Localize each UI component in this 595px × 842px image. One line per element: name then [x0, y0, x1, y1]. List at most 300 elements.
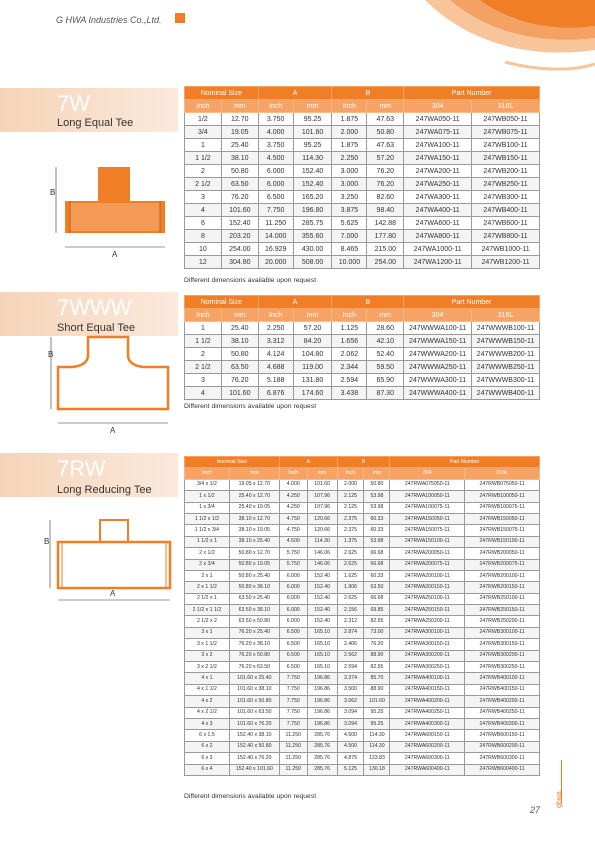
- sub-header-row: Inch mm Inch mm Inch mm 304 316L: [185, 309, 540, 322]
- table-cell: 4 x 1 1/2: [185, 684, 230, 695]
- table-cell: 2.594: [332, 374, 367, 387]
- table-cell: 82.60: [367, 191, 404, 204]
- header-a: A: [258, 296, 332, 309]
- table-cell: 430.00: [293, 243, 332, 256]
- table-row: [185, 335, 540, 348]
- table-cell: 82.55: [364, 616, 390, 627]
- table-cell: 247RWB150100-11: [465, 536, 540, 547]
- table-cell: 247WB1200-11: [472, 256, 540, 269]
- table-cell: 247RWA200150-11: [390, 582, 465, 593]
- table-cell: 196.86: [307, 707, 337, 718]
- table-row: [185, 536, 540, 547]
- table-row: [185, 113, 540, 126]
- table-cell: 76.20: [221, 191, 258, 204]
- table-cell: 6.000: [279, 616, 307, 627]
- table-cell: 6 x 2: [185, 741, 230, 752]
- table-cell: 2 1/2 x 2: [185, 616, 230, 627]
- section-name: Short Equal Tee: [57, 322, 136, 334]
- table-row: [185, 548, 540, 559]
- table-cell: 4.500: [337, 730, 364, 741]
- table-cell: 2.125: [337, 491, 364, 502]
- table-cell: 247WB400-11: [472, 204, 540, 217]
- table-cell: 2.312: [337, 616, 364, 627]
- short-equal-tee-diagram: [48, 335, 178, 435]
- table-cell: 247WB100-11: [472, 139, 540, 152]
- table-cell: 2.000: [337, 479, 364, 490]
- table-cell: 53.98: [364, 502, 390, 513]
- table-row: [185, 152, 540, 165]
- table-cell: 38.10: [221, 152, 258, 165]
- table-cell: 508.00: [293, 256, 332, 269]
- table-cell: 285.75: [293, 217, 332, 230]
- table-cell: 247WA075-11: [404, 126, 472, 139]
- header-b: B: [332, 296, 404, 309]
- section-name: Long Equal Tee: [57, 117, 134, 129]
- table-cell: 247WWWA100-11: [404, 322, 472, 335]
- long-equal-tee-diagram: [50, 165, 180, 265]
- table-cell: 4: [185, 204, 222, 217]
- table-cell: 203.20: [221, 230, 258, 243]
- table-cell: 5.625: [332, 217, 367, 230]
- table-cell: 69.85: [364, 605, 390, 616]
- table-cell: 146.06: [307, 559, 337, 570]
- table-cell: 50.80: [367, 126, 404, 139]
- header-a: A: [279, 457, 337, 468]
- table-cell: 120.66: [307, 513, 337, 524]
- table-row: [185, 178, 540, 191]
- table-cell: 6.000: [258, 178, 293, 191]
- table-cell: 3.094: [337, 707, 364, 718]
- table-cell: 247RWB200050-11: [465, 548, 540, 559]
- table-cell: 3 x 1 1/2: [185, 639, 230, 650]
- table-cell: 6.000: [279, 593, 307, 604]
- decorative-swirl-logo: [405, 0, 595, 80]
- table-cell: 2: [185, 165, 222, 178]
- table-cell: 2 x 1 1/2: [185, 582, 230, 593]
- table-row: [185, 730, 540, 741]
- table-cell: 196.80: [293, 204, 332, 217]
- table-cell: 88.90: [364, 684, 390, 695]
- table-cell: 247WA100-11: [404, 139, 472, 152]
- table-cell: 285.76: [307, 741, 337, 752]
- table-cell: 11.250: [258, 217, 293, 230]
- table-cell: 247RWB100050-11: [465, 491, 540, 502]
- sub-header-row: Inch mm Inch mm Inch mm 304 316L: [185, 468, 540, 479]
- table-cell: 247RWB400150-11: [465, 684, 540, 695]
- table-cell: 63.50: [221, 361, 258, 374]
- table-cell: 38.10 x 12.70: [229, 513, 279, 524]
- table-cell: 152.40 x 50.80: [229, 741, 279, 752]
- table-cell: 52.40: [367, 348, 404, 361]
- table-cell: 53.98: [364, 536, 390, 547]
- table-cell: 1.625: [337, 570, 364, 581]
- table-row: [185, 513, 540, 524]
- table-cell: 50.80 x 12.70: [229, 548, 279, 559]
- footer-brand: ghwa: [556, 791, 563, 808]
- table-cell: 247WWWA400-11: [404, 387, 472, 400]
- table-cell: 88.90: [364, 650, 390, 661]
- dim-b-label: B: [48, 350, 54, 359]
- table-cell: 247RWA200075-11: [390, 559, 465, 570]
- table-cell: 63.50: [364, 582, 390, 593]
- table-row: [185, 230, 540, 243]
- table-cell: 247RWB600300-11: [465, 753, 540, 764]
- table-cell: 152.40: [307, 570, 337, 581]
- table-cell: 4.250: [279, 491, 307, 502]
- table-row: [185, 322, 540, 335]
- table-cell: 59.50: [367, 361, 404, 374]
- table-cell: 107.96: [307, 491, 337, 502]
- table-cell: 11.250: [279, 730, 307, 741]
- table-cell: 247RWA250100-11: [390, 593, 465, 604]
- table-row: [185, 243, 540, 256]
- table-cell: 152.40 x 101.60: [229, 764, 279, 775]
- table-cell: 3.062: [337, 696, 364, 707]
- table-cell: 247WWWA300-11: [404, 374, 472, 387]
- table-cell: 2.375: [337, 525, 364, 536]
- table-cell: 247RWA075050-11: [390, 479, 465, 490]
- company-square-icon: [175, 13, 185, 23]
- table-cell: 3: [185, 374, 222, 387]
- table-cell: 76.20 x 63.50: [229, 662, 279, 673]
- table-cell: 3.250: [332, 191, 367, 204]
- header-nominal-size: Nominal Size: [185, 457, 280, 468]
- table-cell: 2.156: [337, 605, 364, 616]
- table-row: [185, 165, 540, 178]
- table-cell: 7.750: [279, 718, 307, 729]
- table-cell: 119.00: [293, 361, 332, 374]
- table-cell: 3.000: [332, 165, 367, 178]
- table-cell: 63.50: [221, 178, 258, 191]
- table-cell: 165.10: [307, 662, 337, 673]
- table-row: [185, 764, 540, 775]
- table-cell: 247RWA150100-11: [390, 536, 465, 547]
- table-cell: 247WWWA200-11: [404, 348, 472, 361]
- table-cell: 304.80: [221, 256, 258, 269]
- table-cell: 42.10: [367, 335, 404, 348]
- table-cell: 7.750: [279, 673, 307, 684]
- header-nominal-size: Nominal Size: [185, 87, 259, 100]
- table-row: [185, 582, 540, 593]
- table-cell: 152.40 x 38.10: [229, 730, 279, 741]
- table-cell: 3.750: [258, 139, 293, 152]
- section-code: 7WWW: [57, 295, 132, 320]
- table-cell: 1.906: [337, 582, 364, 593]
- table-cell: 85.70: [364, 673, 390, 684]
- table-cell: 38.10: [221, 335, 258, 348]
- table-cell: 2: [185, 348, 222, 361]
- table-cell: 2 x 1: [185, 570, 230, 581]
- table-cell: 1/2: [185, 113, 222, 126]
- table-cell: 101.60 x 38.10: [229, 684, 279, 695]
- table-cell: 104.80: [293, 348, 332, 361]
- table-cell: 1.656: [332, 335, 367, 348]
- table-cell: 4.750: [279, 525, 307, 536]
- table-cell: 247WWWB400-11: [472, 387, 540, 400]
- table-cell: 247RWB400100-11: [465, 673, 540, 684]
- table-cell: 247WA800-11: [404, 230, 472, 243]
- table-cell: 3 x 2: [185, 650, 230, 661]
- table-row: [185, 525, 540, 536]
- table-cell: 1.875: [332, 139, 367, 152]
- table-cell: 1 1/2 x 1: [185, 536, 230, 547]
- table-row: [185, 191, 540, 204]
- table-row: [185, 348, 540, 361]
- table-cell: 6.500: [279, 662, 307, 673]
- table-cell: 11.250: [279, 764, 307, 775]
- table-cell: 247RWB150050-11: [465, 513, 540, 524]
- table-cell: 6.000: [279, 570, 307, 581]
- table-cell: 47.63: [367, 113, 404, 126]
- dim-a-label: A: [110, 589, 116, 598]
- table-cell: 7.750: [279, 707, 307, 718]
- header-b: B: [332, 87, 404, 100]
- table-cell: 50.80 x 19.05: [229, 559, 279, 570]
- table-cell: 101.60 x 76.20: [229, 718, 279, 729]
- table-cell: 247RWB250150-11: [465, 605, 540, 616]
- table-cell: 247WWWB100-11: [472, 322, 540, 335]
- sub-header-row: Inch mm Inch mm Inch mm 304 316L: [185, 100, 540, 113]
- table-cell: 247RWB400300-11: [465, 718, 540, 729]
- table-cell: 76.20: [364, 639, 390, 650]
- table-cell: 6.000: [258, 165, 293, 178]
- table-cell: 247RWA600300-11: [390, 753, 465, 764]
- table-cell: 247RWA200050-11: [390, 548, 465, 559]
- table-row: [185, 256, 540, 269]
- table-row: [185, 559, 540, 570]
- table-row: [185, 126, 540, 139]
- table-cell: 5.750: [279, 559, 307, 570]
- table-cell: 2 1/2 x 1 1/2: [185, 605, 230, 616]
- table-cell: 247RWA400250-11: [390, 707, 465, 718]
- table-cell: 247RWB300100-11: [465, 627, 540, 638]
- table-cell: 247RWB200100-11: [465, 570, 540, 581]
- table-cell: 2.062: [332, 348, 367, 361]
- table-cell: 215.00: [367, 243, 404, 256]
- table-cell: 76.20 x 25.40: [229, 627, 279, 638]
- table-cell: 247RWA600150-11: [390, 730, 465, 741]
- header-a: A: [258, 87, 332, 100]
- table-cell: 1.375: [337, 536, 364, 547]
- note-text: Different dimensions available upon request: [184, 277, 317, 284]
- table-cell: 6.500: [279, 627, 307, 638]
- table-row: [185, 502, 540, 513]
- table-cell: 2.000: [332, 126, 367, 139]
- table-cell: 66.68: [364, 548, 390, 559]
- table-cell: 247RWA400150-11: [390, 684, 465, 695]
- table-cell: 247RWA150075-11: [390, 525, 465, 536]
- table-cell: 247RWA250200-11: [390, 616, 465, 627]
- table-cell: 247RWB075050-11: [465, 479, 540, 490]
- table-cell: 146.06: [307, 548, 337, 559]
- table-cell: 2.874: [337, 627, 364, 638]
- table-cell: 247RWB400250-11: [465, 707, 540, 718]
- table-cell: 165.20: [293, 191, 332, 204]
- table-row: [185, 684, 540, 695]
- table-cell: 25.40: [221, 139, 258, 152]
- table-cell: 7.750: [279, 696, 307, 707]
- table-cell: 10.000: [332, 256, 367, 269]
- table-cell: 53.98: [364, 491, 390, 502]
- table-cell: 247RWB200075-11: [465, 559, 540, 570]
- table-cell: 152.40: [307, 593, 337, 604]
- table-row: [185, 217, 540, 230]
- table-cell: 2.125: [337, 502, 364, 513]
- table-cell: 247WB200-11: [472, 165, 540, 178]
- table-row: [185, 605, 540, 616]
- table-cell: 95.25: [364, 718, 390, 729]
- table-7w: [184, 86, 540, 269]
- table-cell: 1 1/2: [185, 152, 222, 165]
- table-cell: 6.876: [258, 387, 293, 400]
- long-reducing-tee-diagram: [44, 518, 184, 608]
- table-cell: 247RWB300150-11: [465, 639, 540, 650]
- table-cell: 247RWA300100-11: [390, 627, 465, 638]
- table-cell: 2.625: [337, 548, 364, 559]
- table-cell: 60.33: [364, 570, 390, 581]
- table-cell: 3/4 x 1/2: [185, 479, 230, 490]
- table-cell: 4 x 1: [185, 673, 230, 684]
- table-cell: 247RWA400200-11: [390, 696, 465, 707]
- table-cell: 152.40: [293, 178, 332, 191]
- table-cell: 247WB300-11: [472, 191, 540, 204]
- table-cell: 247WA600-11: [404, 217, 472, 230]
- table-cell: 1: [185, 322, 222, 335]
- table-cell: 196.86: [307, 696, 337, 707]
- table-cell: 247RWA400300-11: [390, 718, 465, 729]
- table-row: [185, 374, 540, 387]
- header-part-number: Part Number: [390, 457, 540, 468]
- table-cell: 47.63: [367, 139, 404, 152]
- section-name: Long Reducing Tee: [57, 484, 152, 496]
- table-cell: 8.465: [332, 243, 367, 256]
- table-cell: 1 1/2 x 1/2: [185, 513, 230, 524]
- table-cell: 247WB150-11: [472, 152, 540, 165]
- table-cell: 2.625: [337, 593, 364, 604]
- note-text: Different dimensions available upon request: [184, 793, 317, 800]
- table-cell: 3.374: [337, 673, 364, 684]
- table-cell: 247RWA300200-11: [390, 650, 465, 661]
- table-cell: 2 1/2: [185, 178, 222, 191]
- table-cell: 247WWWB200-11: [472, 348, 540, 361]
- table-cell: 4.500: [258, 152, 293, 165]
- table-cell: 247WA150-11: [404, 152, 472, 165]
- table-cell: 247RWB600200-11: [465, 741, 540, 752]
- table-cell: 247WB050-11: [472, 113, 540, 126]
- table-cell: 247RWB150075-11: [465, 525, 540, 536]
- table-cell: 1 x 3/4: [185, 502, 230, 513]
- table-cell: 50.80: [364, 479, 390, 490]
- table-cell: 4.250: [279, 502, 307, 513]
- table-cell: 247RWA150050-11: [390, 513, 465, 524]
- table-cell: 57.20: [293, 322, 332, 335]
- dim-a-label: A: [110, 426, 116, 435]
- table-cell: 4.000: [279, 479, 307, 490]
- table-cell: 38.10 x 25.40: [229, 536, 279, 547]
- table-cell: 247RWA200100-11: [390, 570, 465, 581]
- table-cell: 247WWWB250-11: [472, 361, 540, 374]
- table-cell: 87.30: [367, 387, 404, 400]
- table-cell: 3.750: [258, 113, 293, 126]
- table-cell: 11.250: [279, 741, 307, 752]
- table-cell: 76.20 x 38.10: [229, 639, 279, 650]
- table-cell: 3.000: [332, 178, 367, 191]
- table-cell: 174.60: [293, 387, 332, 400]
- table-cell: 247RWB250100-11: [465, 593, 540, 604]
- table-cell: 19.05 x 12.70: [229, 479, 279, 490]
- table-cell: 6.500: [279, 639, 307, 650]
- table-7rw: [184, 456, 540, 776]
- dim-b-label: B: [44, 537, 50, 546]
- table-cell: 28.60: [367, 322, 404, 335]
- table-cell: 1 1/2: [185, 335, 222, 348]
- table-cell: 6 x 4: [185, 764, 230, 775]
- table-cell: 50.80 x 38.10: [229, 582, 279, 593]
- table-cell: 247RWB400200-11: [465, 696, 540, 707]
- table-cell: 152.40: [307, 582, 337, 593]
- table-cell: 3.500: [337, 684, 364, 695]
- table-cell: 3 x 2 1/2: [185, 662, 230, 673]
- table-cell: 76.20 x 50.80: [229, 650, 279, 661]
- table-cell: 247WWWA150-11: [404, 335, 472, 348]
- table-cell: 76.20: [221, 374, 258, 387]
- table-cell: 20.000: [258, 256, 293, 269]
- table-cell: 1.125: [332, 322, 367, 335]
- table-cell: 114.30: [364, 741, 390, 752]
- table-row: [185, 718, 540, 729]
- table-cell: 114.30: [293, 152, 332, 165]
- table-cell: 285.76: [307, 753, 337, 764]
- table-cell: 196.86: [307, 718, 337, 729]
- table-cell: 66.68: [364, 559, 390, 570]
- table-cell: 2.250: [332, 152, 367, 165]
- table-row: [185, 662, 540, 673]
- table-row: [185, 741, 540, 752]
- table-cell: 247RWB250200-11: [465, 616, 540, 627]
- table-cell: 38.10 x 19.05: [229, 525, 279, 536]
- header-part-number: Part Number: [404, 296, 540, 309]
- table-cell: 16.929: [258, 243, 293, 256]
- table-cell: 4.688: [258, 361, 293, 374]
- table-cell: 165.10: [307, 639, 337, 650]
- dim-a-label: A: [112, 250, 118, 259]
- table-cell: 19.05: [221, 126, 258, 139]
- table-cell: 247RWA100050-11: [390, 491, 465, 502]
- table-cell: 247RWA400100-11: [390, 673, 465, 684]
- table-cell: 76.20: [367, 165, 404, 178]
- table-cell: 4.500: [279, 536, 307, 547]
- table-cell: 60.33: [364, 525, 390, 536]
- table-cell: 285.76: [307, 764, 337, 775]
- table-cell: 247WA300-11: [404, 191, 472, 204]
- table-cell: 120.66: [307, 525, 337, 536]
- table-cell: 57.20: [367, 152, 404, 165]
- table-cell: 63.50 x 50.80: [229, 616, 279, 627]
- table-cell: 7.000: [332, 230, 367, 243]
- table-cell: 101.60: [221, 387, 258, 400]
- table-cell: 6.500: [258, 191, 293, 204]
- table-cell: 25.40 x 19.05: [229, 502, 279, 513]
- table-cell: 2 1/2: [185, 361, 222, 374]
- table-cell: 3.438: [332, 387, 367, 400]
- table-cell: 3: [185, 191, 222, 204]
- header-part-number: Part Number: [404, 87, 540, 100]
- table-cell: 4.875: [337, 753, 364, 764]
- table-cell: 123.83: [364, 753, 390, 764]
- table-cell: 247RWB200150-11: [465, 582, 540, 593]
- table-cell: 2.375: [337, 513, 364, 524]
- table-cell: 6.000: [279, 582, 307, 593]
